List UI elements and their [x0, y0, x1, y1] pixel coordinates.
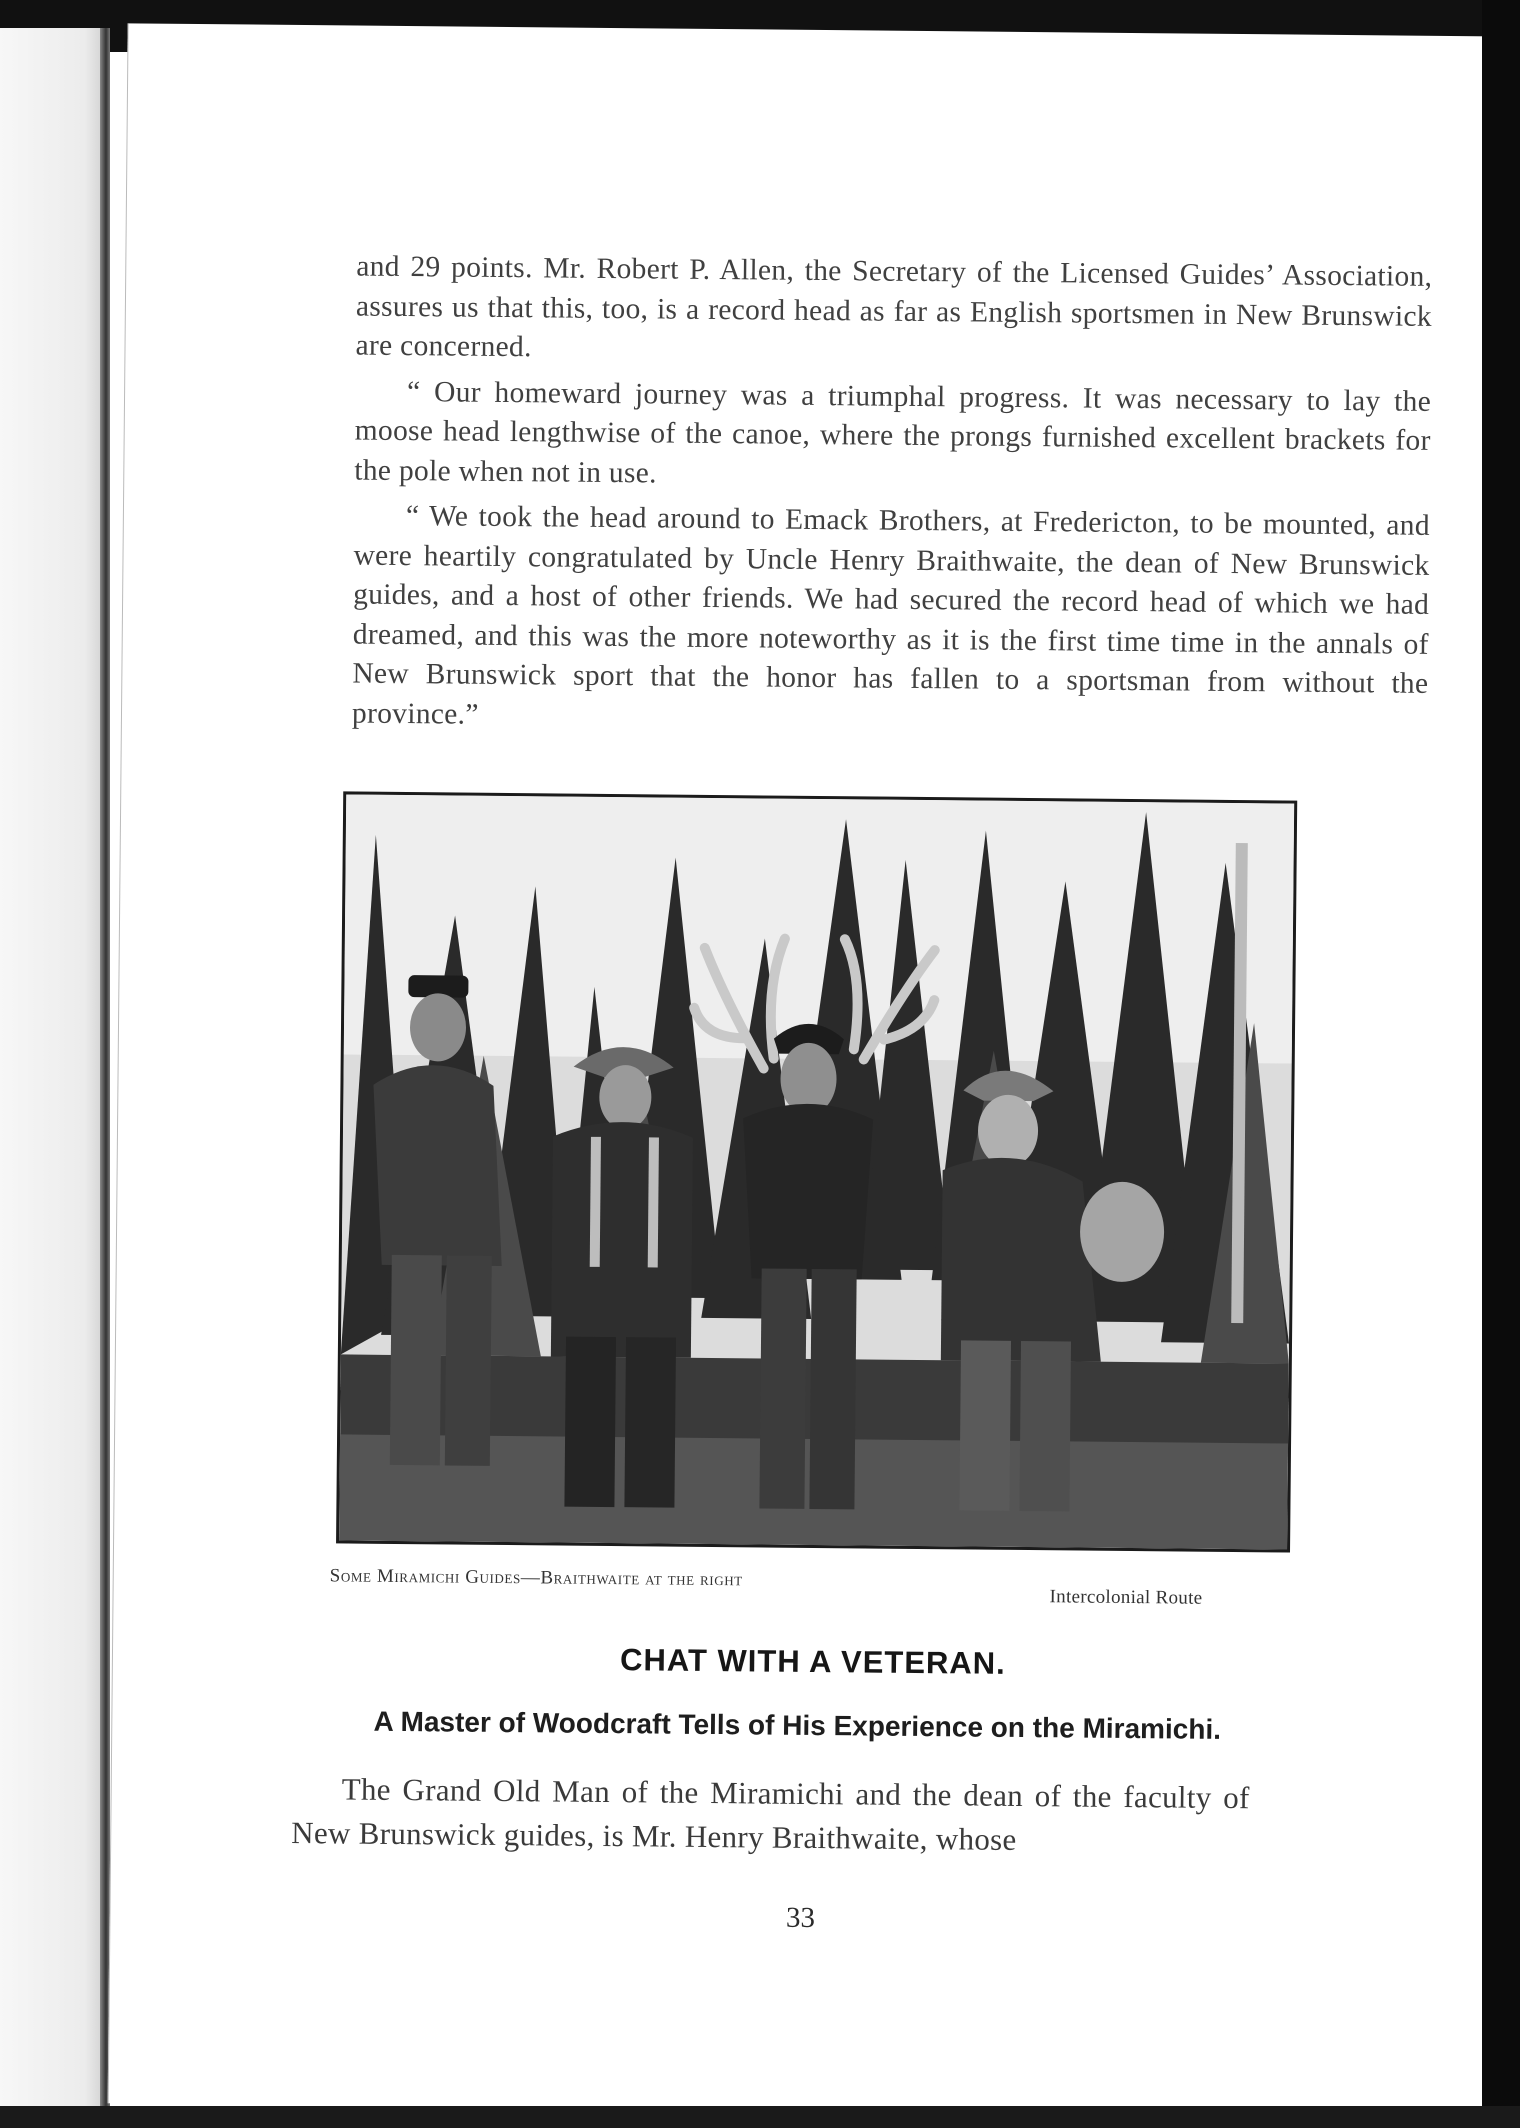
facing-page-edge — [0, 28, 106, 2113]
scan-bottom-edge — [0, 2106, 1520, 2128]
article-intro — [291, 1767, 1250, 1864]
page-number: 33 — [785, 1901, 816, 1935]
body-text — [352, 248, 1433, 750]
paragraph-1: and 29 points. Mr. Robert P. Allen, the Secretary of the Licensed Guides’ Association, assures us that this, too, is a record head as far as English sportsmen in New Brunswick are concerned. — [355, 250, 1433, 364]
scan-right-edge — [1482, 0, 1520, 2128]
article-heading: CHAT WITH A VETERAN. — [619, 1642, 1006, 1681]
photo-caption: Some Miramichi Guides—Braithwaite at the right — [329, 1565, 743, 1591]
photo-illustration — [339, 794, 1294, 1549]
photo-credit: Intercolonial Route — [1049, 1586, 1203, 1609]
paragraph-3: “ We took the head around to Emack Brothers, at Fredericton, to be mounted, and were heartily congratulated by Uncle Henry Braithwaite, the dean of New Brunswick guides, and a host of other friends. We had secured the record head of which we had dreamed, and this was the more noteworthy as it is the first time time in the annals of New Brunswick sport that the honor has fallen to a sportsman from without the province.” — [351, 500, 1431, 731]
book-page — [108, 23, 1491, 2116]
paragraph-2: “ Our homeward journey was a triumphal progress. It was necessary to lay the moose head lengthwise of the canoe, where the prongs furnished excellent brackets for the pole when not in use. — [354, 375, 1432, 489]
article-subheading: A Master of Woodcraft Tells of His Experience on the Miramichi. — [373, 1705, 1222, 1745]
book-gutter — [100, 28, 110, 2113]
intro-paragraph: The Grand Old Man of the Miramichi and the dean of the faculty of New Brunswick guides, is Mr. Henry Braithwaite, whose — [291, 1771, 1250, 1857]
guides-photograph — [336, 791, 1297, 1552]
